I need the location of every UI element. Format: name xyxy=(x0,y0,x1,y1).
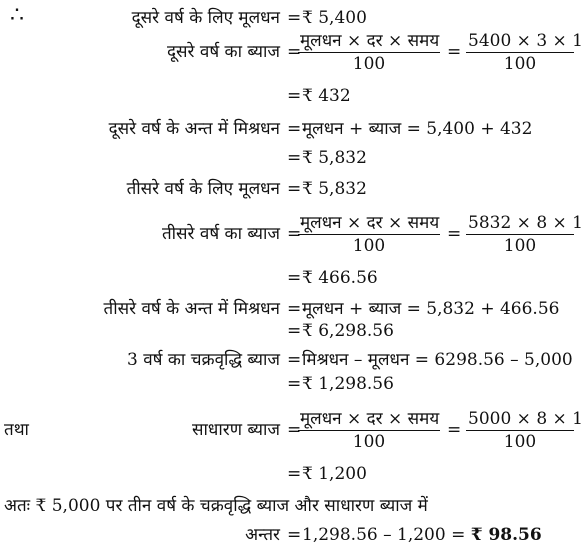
value-amount-year2: ₹ 5,832 xyxy=(302,148,367,168)
formula-denominator: 100 xyxy=(352,236,386,256)
formula-numerator: मूलधन × दर × समय xyxy=(300,31,440,51)
label-principal-year3: तीसरे वर्ष के लिए मूलधन xyxy=(126,179,280,199)
formula-fraction-year3 xyxy=(298,213,440,256)
calc-denominator: 100 xyxy=(503,54,537,74)
calc-denominator: 100 xyxy=(503,432,537,452)
equals-sign: = xyxy=(287,525,302,545)
conclusion-sentence: अतः ₹ 5,000 पर तीन वर्ष के चक्रवृद्धि ब्याज और साधारण ब्याज में xyxy=(4,496,428,516)
equals-sign: = xyxy=(287,464,302,484)
label-principal-year2: दूसरे वर्ष के लिए मूलधन xyxy=(131,8,280,28)
label-difference: अन्तर xyxy=(245,525,280,545)
calc-numerator: 5832 × 8 × 1 xyxy=(468,213,583,233)
equals-sign: = xyxy=(447,420,462,440)
therefore-symbol: ∴ xyxy=(10,3,24,28)
equals-sign: = xyxy=(287,268,302,288)
equals-sign: = xyxy=(447,42,462,62)
value-amount-year3: ₹ 6,298.56 xyxy=(302,321,394,341)
difference-expression: 1,298.56 – 1,200 = xyxy=(302,525,466,545)
calc-denominator: 100 xyxy=(503,236,537,256)
value-amount-year3-expr: मूलधन + ब्याज = 5,832 + 466.56 xyxy=(302,299,560,319)
value-difference-expr xyxy=(302,525,542,545)
equals-sign: = xyxy=(447,224,462,244)
label-interest-year2: दूसरे वर्ष का ब्याज xyxy=(167,42,280,62)
prefix-tatha: तथा xyxy=(4,420,29,440)
formula-denominator: 100 xyxy=(352,432,386,452)
equals-sign: = xyxy=(287,8,302,28)
equals-sign: = xyxy=(287,350,302,370)
label-amount-year3: तीसरे वर्ष के अन्त में मिश्रधन xyxy=(103,299,280,319)
equals-sign: = xyxy=(287,148,302,168)
equals-sign: = xyxy=(287,179,302,199)
formula-fraction-simple xyxy=(298,409,440,452)
value-principal-year2: ₹ 5,400 xyxy=(302,8,367,28)
calc-numerator: 5000 × 8 × 1 xyxy=(468,409,583,429)
value-interest-year2: ₹ 432 xyxy=(302,86,351,106)
equals-sign: = xyxy=(287,119,302,139)
formula-denominator: 100 xyxy=(352,54,386,74)
difference-result: ₹ 98.56 xyxy=(470,525,542,545)
label-compound-interest: 3 वर्ष का चक्रवृद्धि ब्याज xyxy=(126,350,280,370)
equals-sign: = xyxy=(287,321,302,341)
value-amount-year2-expr: मूलधन + ब्याज = 5,400 + 432 xyxy=(302,119,533,139)
value-simple-interest: ₹ 1,200 xyxy=(302,464,367,484)
formula-numerator: मूलधन × दर × समय xyxy=(300,409,440,429)
equals-sign: = xyxy=(287,224,302,244)
equals-sign: = xyxy=(287,86,302,106)
label-interest-year3: तीसरे वर्ष का ब्याज xyxy=(161,224,280,244)
value-compound-interest-expr: मिश्रधन – मूलधन = 6298.56 – 5,000 xyxy=(302,350,573,370)
label-simple-interest: साधारण ब्याज xyxy=(192,420,280,440)
equals-sign: = xyxy=(287,374,302,394)
calc-fraction-simple xyxy=(466,409,583,452)
equals-sign: = xyxy=(287,420,302,440)
formula-fraction-year2 xyxy=(298,31,440,74)
calc-fraction-year2 xyxy=(466,31,583,74)
label-amount-year2: दूसरे वर्ष के अन्त में मिश्रधन xyxy=(108,119,280,139)
value-principal-year3: ₹ 5,832 xyxy=(302,179,367,199)
value-compound-interest: ₹ 1,298.56 xyxy=(302,374,394,394)
value-interest-year3: ₹ 466.56 xyxy=(302,268,378,288)
equals-sign: = xyxy=(287,42,302,62)
calc-fraction-year3 xyxy=(466,213,583,256)
formula-numerator: मूलधन × दर × समय xyxy=(300,213,440,233)
calc-numerator: 5400 × 3 × 1 xyxy=(468,31,583,51)
equals-sign: = xyxy=(287,299,302,319)
